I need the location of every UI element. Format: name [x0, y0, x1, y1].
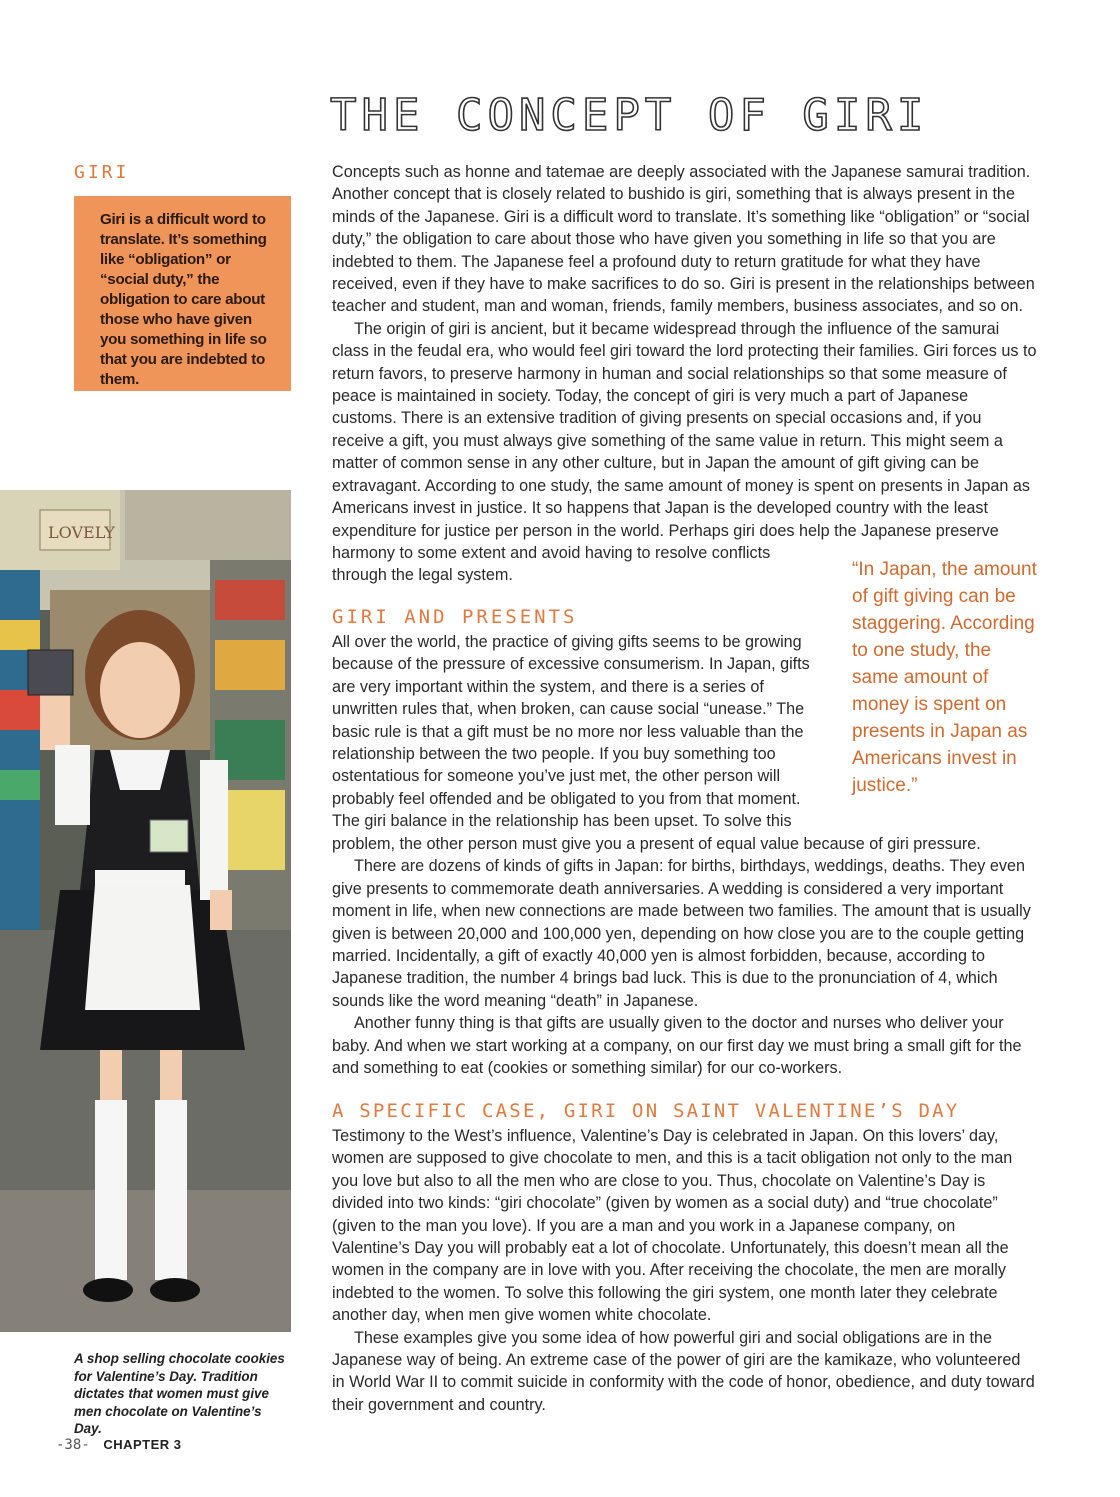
photo-caption: A shop selling chocolate cookies for Valentine’s Day. Tradition dictates that women must give men chocolate on Valentine’s Day.: [74, 1351, 285, 1436]
valentine-paragraph-1: Testimony to the West’s influence, Valentine’s Day is celebrated in Japan. On this lovers’ day, women are supposed to give chocolate to men, and this is a tacit obligation not only to the man you love but also to all the men who are close to you. Thus, chocolate on Valentine’s Day is divided into two kinds: “giri chocolate” (given by women as a social duty) and “true chocolate” (given to the man you love). If you are a man and you work in a Japanese company, on Valentine’s Day you will probably eat a lot of chocolate. Unfortunately, this doesn’t mean all the women in the company are in love with you. After receiving the chocolate, the men are morally indebted to the women. To solve this following the giri system, one month later they celebrate another day, when men give women white chocolate.: [332, 1127, 1013, 1325]
presents-body: [332, 833, 1037, 1079]
intro-body: [332, 161, 1037, 542]
page-number: -38-: [56, 1437, 90, 1453]
shop-sign-text: LOVELY: [48, 523, 115, 542]
presents-paragraph-1: All over the world, the practice of giving gifts seems to be growing because of the pressure of excessive consumerism. In Japan, gifts are very important within the system, and there is a series of unwritten rules that, when broken, can cause social “unease.” The basic rule is that a gift must be no more nor less valuable than the relationship between the two people. If you buy something too ostentatious for someone you’ve just met, the other person will probably feel offended and be obligated to you from that moment. The giri balance in the relationship has been upset. To solve this: [332, 633, 810, 831]
presents-paragraph-2: There are dozens of kinds of gifts in Japan: for births, birthdays, weddings, deaths. They even give presents to commemorate death anniversaries. A wedding is considered a very important moment in life, when new connections are made between two families. The amount that is usually given is between 20,000 and 100,000 yen, depending on how close you are to the couple getting married. Incidentally, a gift of exactly 40,000 yen is almost forbidden, because, according to Japanese tradition, the number 4 brings bad luck. This is due to the pronunciation of 4, which sounds like the word meaning “death” in Japanese.: [332, 857, 1031, 1010]
page-footer: [56, 1437, 182, 1453]
presents-paragraph-3: Another funny thing is that gifts are usually given to the doctor and nurses who deliver your baby. And when we start working at a company, on our first day we must bring a small gift for the and something to eat (cookies or something similar) for our co-workers.: [332, 1014, 1022, 1078]
intro-paragraph-1: Concepts such as honne and tatemae are deeply associated with the Japanese samurai tradition. Another concept that is closely related to bushido is giri, something that is always present in the minds of the Japanese. Giri is a difficult word to translate. It’s something like “obligation” or “social duty,” the obligation to care about those who have given you something in life so that you are indebted to them. The Japanese feel a profound duty to return gratitude for what they have received, even if they have to make sacrifices to do so. Giri is present in the relationships between teacher and student, man and woman, friends, family members, business associates, and so on.: [332, 163, 1035, 316]
section-heading-valentine: A SPECIFIC CASE, GIRI ON SAINT VALENTINE’S DAY: [332, 1100, 960, 1122]
sidebar-heading: GIRI: [74, 162, 130, 183]
sidebar-definition: Giri is a difficult word to translate. It’s something like “obligation” or “social duty,” the obligation to care about those who have given you something in life so that you are indebted to them.: [100, 211, 267, 388]
valentine-paragraph-2: These examples give you some idea of how powerful giri and social obligations are in the Japanese way of being. An extreme case of the power of giri are the kamikaze, who volunteered in World War II to commit suicide in conformity with the code of honor, obedience, and duty toward their government and country.: [332, 1328, 1035, 1414]
shop-photo: [0, 490, 291, 1332]
intro-paragraph-2-end: harmony to some extent and avoid having to resolve conflicts through the legal system.: [332, 544, 771, 585]
pull-quote: “In Japan, the amount of gift giving can be staggering. According to one study, the same amount of money is spent on presents in Japan as Americans invest in justice.”: [852, 559, 1037, 796]
page-title: THE CONCEPT OF GIRI: [330, 90, 929, 141]
section-heading-presents: GIRI AND PRESENTS: [332, 606, 578, 628]
valentine-body: [332, 1125, 1037, 1416]
intro-paragraph-2: The origin of giri is ancient, but it became widespread through the influence of the samurai class in the feudal era, who would feel giri toward the lord protecting their families. Giri forces us to return favors, to preserve harmony in human and social relationships so that some measure of peace is maintained in society. Today, the concept of giri is very much a part of Japanese customs. There is an extensive tradition of giving presents on special occasions and, if you receive a gift, you must always give something of the same value in return. This might seem a matter of common sense in any other culture, but in Japan the amount of gift giving can be extravagant. According to one study, the same amount of money is spent on presents in Japan as Americans invest in justice. It so happens that Japan is the developed country with the least expenditure for justice per person in the world. Perhaps giri does help the Japanese preserve: [332, 319, 1037, 540]
chapter-label: CHAPTER 3: [103, 1437, 182, 1452]
presents-paragraph-1-end: problem, the other person must give you a present of equal value because of giri pressure.: [332, 835, 981, 853]
